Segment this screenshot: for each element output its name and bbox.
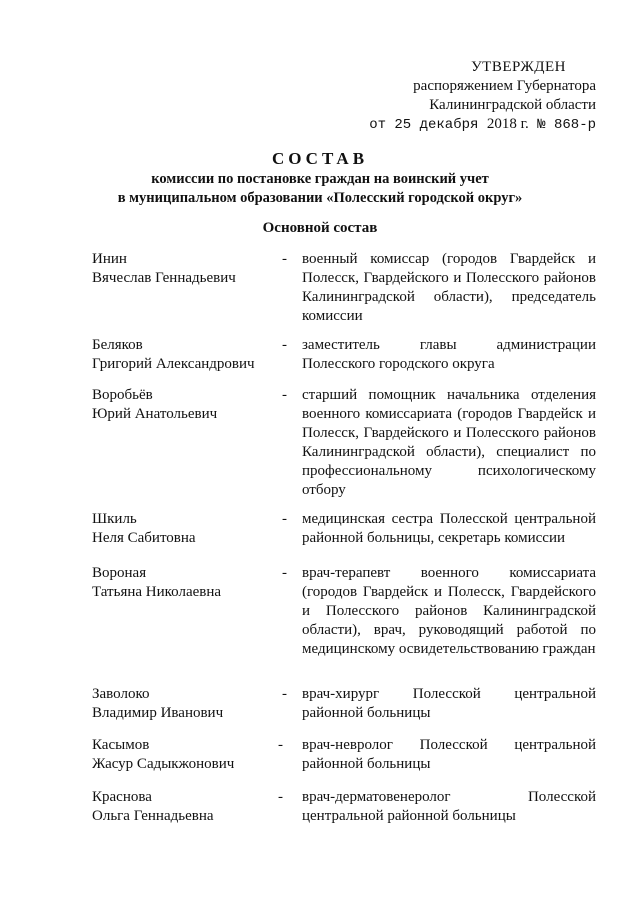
member-surname: Касымов — [92, 737, 150, 753]
approval-stamp — [369, 58, 596, 135]
member-name — [92, 685, 282, 723]
member-dash: - — [278, 737, 283, 753]
member-surname: Беляков — [92, 337, 143, 353]
member-role: врач-хирург Полесской центральной районной больницы — [302, 686, 596, 721]
member-dash: - — [282, 387, 287, 403]
document-heading — [0, 148, 640, 208]
member-role: военный комиссар (городов Гвардейск и Полесск, Гвардейского и Полесского районов Калининградской области), председатель комиссии — [302, 251, 596, 324]
member-name — [92, 736, 282, 774]
member-given-name: Юрий Анатольевич — [92, 406, 218, 422]
member-role: заместитель главы администрации Полесского городского округа — [302, 337, 596, 372]
approval-date-prefix: от 25 декабря — [369, 117, 479, 133]
member-given-name: Владимир Иванович — [92, 705, 224, 721]
member-surname: Шкиль — [92, 511, 137, 527]
approval-line-1: распоряжением Губернатора — [413, 78, 596, 94]
approval-date — [369, 115, 596, 135]
member-role: медицинская сестра Полесской центральной районной больницы, секретарь комиссии — [302, 511, 596, 546]
approval-title: УТВЕРЖДЕН — [471, 59, 566, 75]
member-name — [92, 510, 282, 548]
member-surname: Воробьёв — [92, 387, 153, 403]
member-name — [92, 336, 282, 374]
heading-line-1: комиссии по постановке граждан на воинский учет — [151, 171, 489, 187]
member-dash: - — [282, 686, 287, 702]
member-dash: - — [282, 251, 287, 267]
member-surname: Инин — [92, 251, 127, 267]
approval-line-2: Калининградской области — [429, 97, 596, 113]
approval-year: 2018 г. — [486, 116, 529, 132]
member-dash: - — [282, 337, 287, 353]
member-surname: Заволоко — [92, 686, 150, 702]
member-given-name: Неля Сабитовна — [92, 530, 196, 546]
member-surname: Краснова — [92, 789, 152, 805]
member-given-name: Ольга Геннадьевна — [92, 808, 214, 824]
member-role: старший помощник начальника отделения военного комиссариата (городов Гвардейск и Полесск, Гвардейского и Полесского районов Калининградской области), специалист по профессиональному психологическому отбору — [302, 387, 596, 498]
approval-number: № 868-р — [537, 117, 596, 133]
member-dash: - — [282, 511, 287, 527]
member-given-name: Татьяна Николаевна — [92, 584, 222, 600]
heading-line-2: в муниципальном образовании «Полесский городской округ» — [117, 190, 523, 206]
member-role: врач-дерматовенеролог Полесской центральной районной больницы — [302, 789, 596, 824]
member-given-name: Жасур Садыкжонович — [92, 756, 235, 772]
member-given-name: Григорий Александрович — [92, 356, 255, 372]
member-surname: Вороная — [92, 565, 147, 581]
member-role: врач-невролог Полесской центральной районной больницы — [302, 737, 596, 772]
section-title: Основной состав — [262, 220, 378, 236]
member-dash: - — [282, 565, 287, 581]
member-role: врач-терапевт военного комиссариата (городов Гвардейск и Полесск, Гвардейского и Полесского районов Калининградской области), врач, руководящий работой по медицинскому освидетельствованию граждан — [302, 565, 596, 657]
member-dash: - — [278, 789, 283, 805]
member-name — [92, 386, 282, 424]
member-name — [92, 788, 282, 826]
member-name — [92, 564, 282, 602]
document-title: СОСТАВ — [271, 149, 369, 168]
member-given-name: Вячеслав Геннадьевич — [92, 270, 236, 286]
member-name — [92, 250, 282, 288]
